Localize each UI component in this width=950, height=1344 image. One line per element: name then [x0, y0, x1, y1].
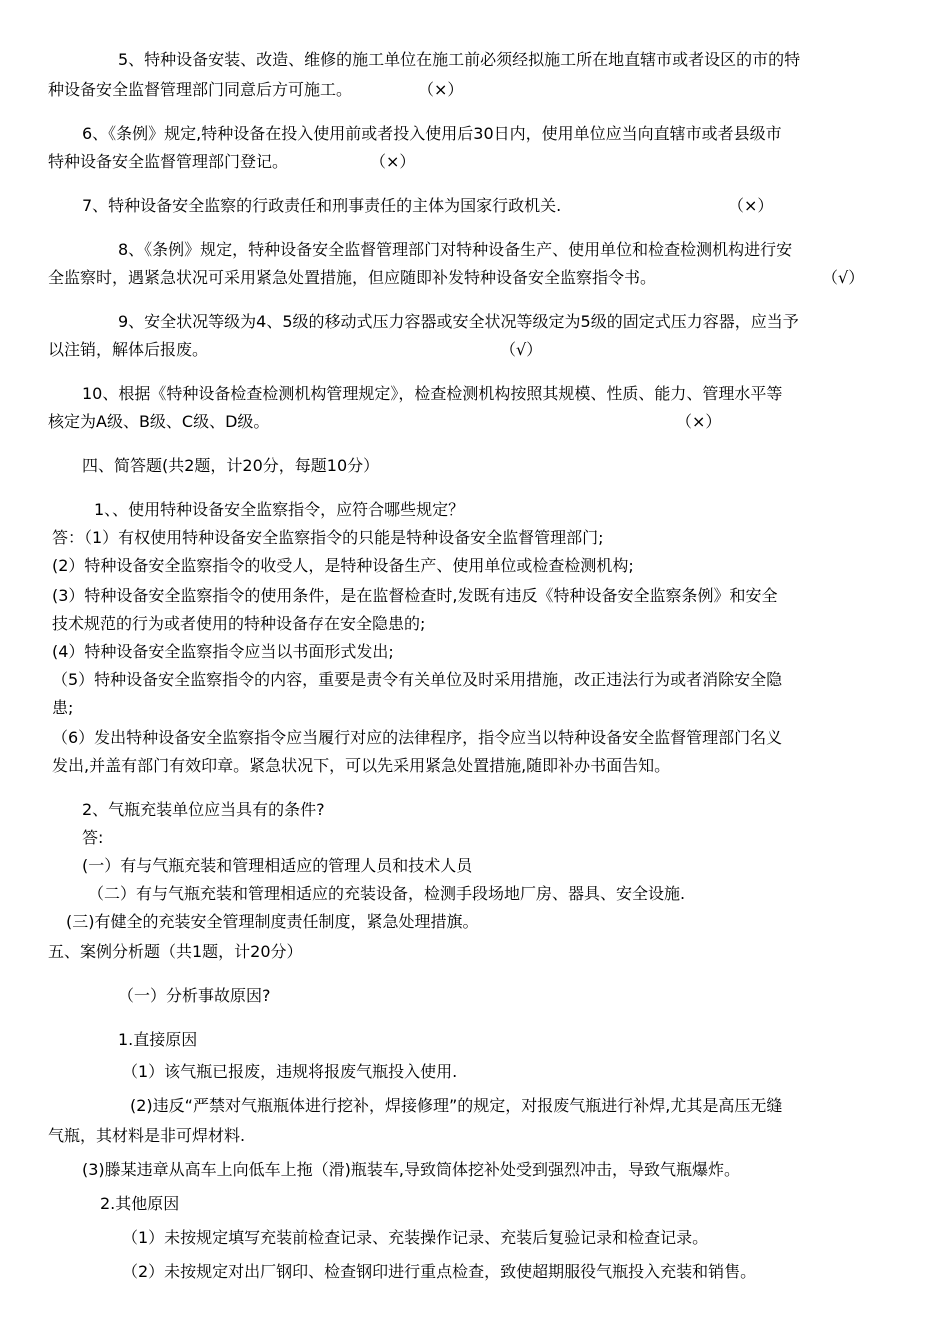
q1-answer-line-8: （6）发出特种设备安全监察指令应当履行对应的法律程序，指令应当以特种设备安全监督管理部门名义	[52, 728, 783, 747]
q2-answer-label: 答:	[82, 828, 104, 847]
tf-item-10-answer: （×）	[676, 412, 722, 431]
direct-cause-line-3: 气瓶，其材料是非可焊材料.	[48, 1126, 246, 1145]
tf-item-5-line-2: 种设备安全监督管理部门同意后方可施工。	[48, 80, 353, 99]
tf-item-6-answer: （×）	[370, 152, 416, 171]
q1-question: 1、、使用特种设备安全监察指令，应符合哪些规定？	[94, 500, 465, 519]
tf-item-9-answer: （√）	[500, 340, 543, 359]
tf-item-8-line-1: 8、《条例》规定，特种设备安全监督管理部门对特种设备生产、使用单位和检查检测机构进行安	[118, 240, 793, 259]
tf-item-8-answer: （√）	[822, 268, 865, 287]
tf-item-6-line-2: 特种设备安全监督管理部门登记。	[48, 152, 289, 171]
tf-item-6-line-1: 6、《条例》规定,特种设备在投入使用前或者投入使用后30日内，使用单位应当向直辖市或者县级市	[82, 124, 782, 143]
other-cause-line-1: （1）未按规定填写充装前检查记录、充装操作记录、充装后复验记录和检查记录。	[122, 1228, 709, 1247]
q1-answer-line-5: (4）特种设备安全监察指令应当以书面形式发出;	[52, 642, 394, 661]
q1-answer-line-6: （5）特种设备安全监察指令的内容，重要是责令有关单位及时采用措施，改正违法行为或者消除安全隐	[52, 670, 783, 689]
direct-cause-line-4: (3)滕某违章从高车上向低车上拖（滑)瓶装车,导致筒体挖补处受到强烈冲击，导致气瓶爆炸。	[82, 1160, 740, 1179]
tf-item-7-line-1: 7、特种设备安全监察的行政责任和刑事责任的主体为国家行政机关.	[82, 196, 562, 215]
direct-cause-line-1: （1）该气瓶已报废，违规将报废气瓶投入使用.	[122, 1062, 458, 1081]
tf-item-10-line-2: 核定为A级、B级、C级、D级。	[48, 412, 270, 431]
q1-answer-line-4: 技术规范的行为或者使用的特种设备存在安全隐患的;	[52, 614, 426, 633]
q1-answer-line-7: 患;	[52, 698, 74, 717]
q2-answer-line-2: （二）有与气瓶充装和管理相适应的充装设备，检测手段场地厂房、器具、安全设施.	[88, 884, 686, 903]
section-5-heading: 五、案例分析题（共1题，计20分）	[48, 942, 303, 961]
tf-item-9-line-1: 9、安全状况等级为4、5级的移动式压力容器或安全状况等级定为5级的固定式压力容器，应当予	[118, 312, 799, 331]
q1-answer-line-2: (2）特种设备安全监察指令的收受人，是特种设备生产、使用单位或检查检测机构;	[52, 556, 634, 575]
q2-answer-line-1: (一）有与气瓶充装和管理相适应的管理人员和技术人员	[82, 856, 473, 875]
other-cause-title: 2.其他原因	[100, 1194, 180, 1213]
tf-item-8-line-2: 全监察时，遇紧急状况可采用紧急处置措施，但应随即补发特种设备安全监察指令书。	[48, 268, 657, 287]
q2-question: 2、气瓶充装单位应当具有的条件?	[82, 800, 325, 819]
q1-answer-line-9: 发出,并盖有部门有效印章。紧急状况下，可以先采用紧急处置措施,随即补办书面告知。	[52, 756, 671, 775]
q2-answer-line-3: (三)有健全的充装安全管理制度责任制度，紧急处理措旗。	[66, 912, 479, 931]
section-4-heading: 四、简答题(共2题，计20分，每题10分）	[82, 456, 380, 475]
direct-cause-line-2: (2)违反“严禁对气瓶瓶体进行挖补，焊接修理”的规定，对报废气瓶进行补焊,尤其是高压无缝	[130, 1096, 783, 1115]
tf-item-10-line-1: 10、根据《特种设备检查检测机构管理规定》，检查检测机构按照其规模、性质、能力、管理水平等	[82, 384, 783, 403]
tf-item-5-line-1: 5、特种设备安装、改造、维修的施工单位在施工前必须经拟施工所在地直辖市或者设区的市的特	[118, 50, 801, 69]
tf-item-7-answer: （×）	[728, 196, 774, 215]
q1-answer-line-3: (3）特种设备安全监察指令的使用条件，是在监督检查时,发既有违反《特种设备安全监察条例》和安全	[52, 586, 778, 605]
tf-item-9-line-2: 以注销，解体后报废。	[48, 340, 209, 359]
other-cause-line-2: （2）未按规定对出厂钢印、检查钢印进行重点检查，致使超期服役气瓶投入充装和销售。	[122, 1262, 757, 1281]
q1-answer-line-1: 答：（1）有权使用特种设备安全监察指令的只能是特种设备安全监督管理部门;	[52, 528, 604, 547]
tf-item-5-answer: （×）	[418, 80, 464, 99]
section-5-subheading: （一）分析事故原因?	[118, 986, 271, 1005]
direct-cause-title: 1.直接原因	[118, 1030, 198, 1049]
